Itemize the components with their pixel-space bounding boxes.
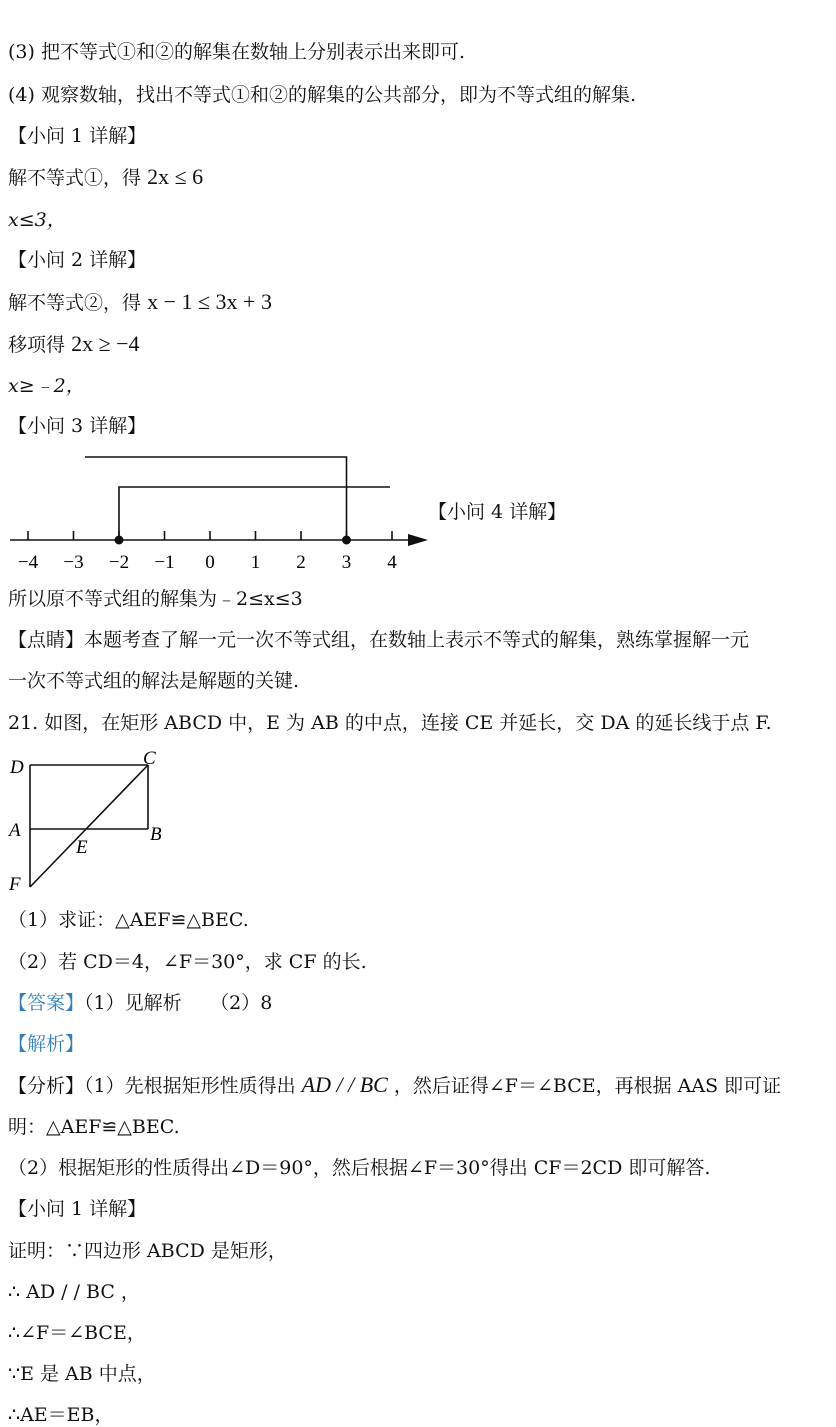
proof-line-2: ∴ AD / / BC ， [8, 1281, 140, 1303]
solve2-line [8, 290, 272, 315]
label-E: E [76, 837, 88, 858]
sub3-header: 【小问 3 详解】 [8, 415, 147, 437]
comment-line-1: 【点睛】本题考查了解一元一次不等式组，在数轴上表示不等式的解集，熟练掌握解一元 [8, 629, 750, 651]
solve1-line [8, 165, 203, 190]
label-F: F [9, 874, 21, 895]
axis-arrow [408, 534, 428, 546]
result1-text: x≤3， [8, 209, 66, 231]
sub4-header: 【小问 4 详解】 [428, 501, 567, 523]
rectangle-figure [0, 745, 200, 895]
fenxi-1c: ，然后证得∠F＝∠BCE，再根据 AAS 即可证 [393, 1075, 782, 1097]
move-math: 2x ≥ −4 [71, 331, 140, 356]
tick-label: −3 [63, 552, 84, 573]
label-D: D [10, 757, 24, 778]
label-C: C [143, 748, 156, 769]
step3-text: (3) 把不等式①和②的解集在数轴上分别表示出来即可. [8, 41, 465, 63]
detail1-header: 【小问 1 详解】 [8, 1198, 147, 1220]
result2-text: x≥﹣2， [8, 375, 85, 397]
move-line [8, 332, 140, 357]
proof-line-4: ∵E 是 AB 中点， [8, 1363, 156, 1385]
solid-point-left [115, 536, 124, 545]
tick-label: 3 [341, 552, 352, 573]
fenxi-1b: AD / / BC [301, 1072, 388, 1097]
tick-label: 0 [205, 552, 215, 573]
sub1-header: 【小问 1 详解】 [8, 125, 147, 147]
proof-line-1: 证明：∵四边形 ABCD 是矩形， [8, 1240, 287, 1262]
q21-stem: 21. 如图，在矩形 ABCD 中，E 为 AB 的中点，连接 CE 并延长，交 DA 的延长线于点 F. [8, 712, 772, 734]
tick-label: 1 [250, 552, 261, 573]
solution-ray-le [85, 457, 347, 540]
solution-ray-ge [119, 487, 390, 540]
number-line [10, 457, 428, 573]
comment-line-2: 一次不等式组的解法是解题的关键. [8, 670, 300, 692]
move-text: 移项得 [8, 334, 66, 356]
fenxi-1a: 【分析】（1）先根据矩形性质得出 [8, 1075, 296, 1097]
tick-label: −2 [108, 552, 130, 573]
solve2-math: x − 1 ≤ 3x + 3 [147, 289, 272, 314]
number-line-figure [0, 440, 440, 580]
q21-part2: （2）若 CD＝4，∠F＝30°，求 CF 的长. [8, 951, 367, 973]
solid-point-right [342, 536, 351, 545]
tick-label: −4 [17, 552, 39, 573]
solve1-math: 2x ≤ 6 [147, 164, 204, 189]
answer-tag: 【答案】 [8, 992, 85, 1014]
label-B: B [150, 824, 162, 845]
tick-label: −1 [154, 552, 175, 573]
proof-line-5: ∴AE＝EB， [8, 1404, 114, 1426]
answer-line [8, 991, 272, 1015]
conclusion-text: 所以原不等式组的解集为﹣2≤x≤3 [8, 588, 303, 610]
fenxi-line-2: 明：△AEF≌△BEC. [8, 1116, 180, 1138]
tick-label: 4 [387, 552, 397, 573]
tick-label: 2 [296, 552, 306, 573]
step4-text: (4) 观察数轴，找出不等式①和②的解集的公共部分，即为不等式组的解集. [8, 84, 636, 106]
sub2-header: 【小问 2 详解】 [8, 249, 147, 271]
proof-line-3: ∴∠F＝∠BCE， [8, 1322, 146, 1344]
q21-part1: （1）求证：△AEF≌△BEC. [8, 909, 249, 931]
solve1-text: 解不等式①，得 [8, 167, 142, 189]
solve2-text: 解不等式②，得 [8, 292, 142, 314]
analysis-tag: 【解析】 [8, 1033, 85, 1055]
label-A: A [9, 820, 21, 841]
fenxi-line-3: （2）根据矩形的性质得出∠D＝90°，然后根据∠F＝30°得出 CF＝2CD 即可解答. [8, 1157, 711, 1179]
answer-text: （1）见解析 （2）8 [84, 992, 273, 1014]
fenxi-line-1 [8, 1073, 781, 1098]
